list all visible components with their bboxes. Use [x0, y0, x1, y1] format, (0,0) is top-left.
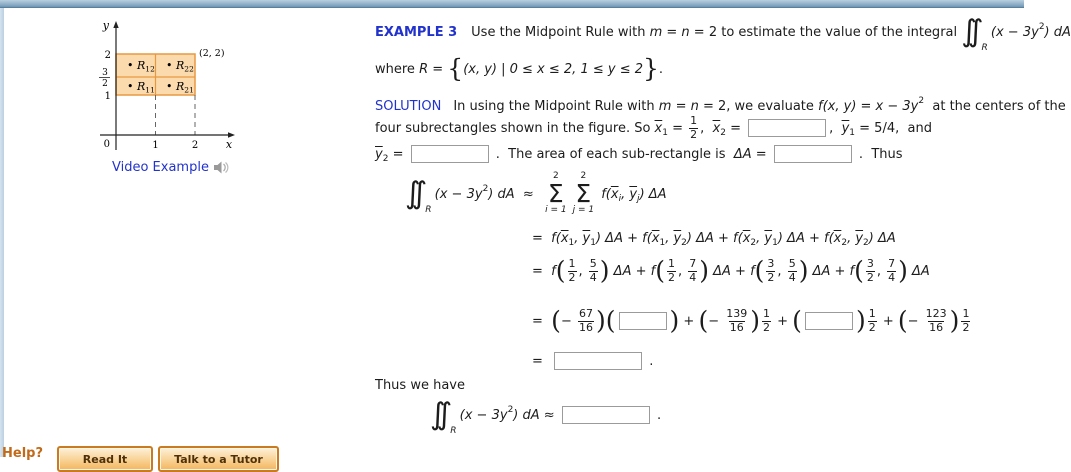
math-text: where — [375, 61, 420, 77]
mean-variable: $\overline{y}_j$ — [629, 186, 640, 204]
mean-variable: $\overline{x}_1$ — [560, 230, 575, 248]
math-text: , — [756, 230, 765, 246]
video-example-link[interactable] — [112, 160, 230, 175]
y-tick-1: 1 — [104, 91, 111, 102]
mean-variable: $\overline{x}_2$ — [742, 230, 757, 248]
math-line-fractions — [375, 252, 930, 290]
math-text: = — [532, 230, 552, 246]
math-text: m — [649, 24, 663, 40]
example-statement-line — [375, 12, 1071, 52]
math-text: , — [829, 120, 842, 136]
fraction: $\frac{67}{16}$ — [578, 306, 593, 334]
delta-a-input[interactable] — [774, 145, 852, 163]
math-text: = — [726, 120, 746, 136]
math-text: . The area of each sub-rectangle is — [491, 146, 734, 162]
math-text: = — [662, 24, 682, 40]
thus-we-have-text: Thus we have — [375, 378, 465, 393]
math-text: ) ΔA + f( — [777, 230, 834, 246]
bracket: ( — [792, 305, 802, 335]
math-text: + — [773, 313, 793, 329]
summation-symbol: 2 Σ i = 1 — [545, 171, 567, 215]
video-example-label: Video Example — [112, 160, 209, 175]
mean-variable: $\overline{x}_1$ — [651, 230, 666, 248]
bracket: ( — [551, 305, 561, 335]
x-tick-1: 1 — [152, 140, 159, 151]
math-text: , — [847, 230, 856, 246]
fraction: $\frac{5}{4}$ — [589, 256, 597, 284]
bracket: ) — [669, 305, 680, 335]
bracket: ( — [655, 255, 665, 285]
final-answer-input[interactable] — [562, 406, 650, 424]
math-text: + — [878, 313, 898, 329]
bracket: ) — [949, 305, 960, 335]
y-axis-label: y — [102, 19, 109, 32]
math-text: ) ΔA + f( — [686, 230, 743, 246]
read-it-button[interactable] — [57, 446, 153, 472]
math-text: , — [665, 230, 674, 246]
math-text: ΔA — [907, 263, 930, 279]
top-border-bar — [0, 0, 1024, 8]
read-it-button-label: Read It — [82, 452, 128, 466]
fraction: $\frac{3}{2}$ — [866, 256, 874, 284]
bullet: • — [166, 80, 176, 93]
fraction: $\frac{1}{2}$ — [962, 306, 970, 334]
r-subscript: 21 — [184, 85, 194, 95]
talk-to-tutor-button[interactable] — [158, 446, 279, 472]
superscript: 2 — [918, 96, 925, 106]
double-integral-symbol: ∫∫ $_R$ — [430, 397, 457, 436]
math-line-total — [375, 350, 653, 372]
math-text: , — [574, 230, 583, 246]
math-text: − — [560, 313, 576, 329]
math-text: . — [652, 407, 662, 423]
solution-label: SOLUTION — [375, 98, 442, 114]
mean-variable: $\overline{x}_i$ — [610, 186, 622, 204]
superscript: 2 — [507, 405, 514, 415]
math-text: (x − 3y — [455, 407, 508, 423]
fraction: $\frac{1}{2}$ — [690, 113, 698, 141]
math-text: = — [428, 61, 448, 77]
fraction: $\frac{1}{2}$ — [868, 306, 876, 334]
math-text: , — [578, 263, 587, 279]
origin-label: 0 — [103, 139, 110, 150]
math-text: (x, y) | 0 ≤ x ≤ 2, 1 ≤ y ≤ 2 — [463, 61, 643, 77]
math-text: = — [532, 353, 552, 369]
math-text: f — [551, 263, 556, 279]
x-tick-2: 2 — [191, 140, 199, 151]
summation-symbol: 2 Σ j = 1 — [572, 171, 595, 215]
math-text: = 2, we evaluate — [698, 98, 819, 114]
corner-point-label: (2, 2) — [199, 48, 225, 59]
math-text: ) ΔA + f( — [595, 230, 652, 246]
example-label: EXAMPLE 3 — [375, 24, 458, 40]
bracket: ) — [855, 305, 866, 335]
r-letter: R — [176, 59, 185, 72]
math-text: (x − 3y — [430, 186, 483, 202]
math-text: = 2 to estimate the value of the integral — [689, 24, 962, 40]
y-tick-frac-num: 3 — [102, 68, 108, 78]
sum-total-input[interactable] — [554, 352, 642, 370]
x-axis-arrow — [228, 132, 235, 137]
math-text: ) dA — [488, 186, 515, 202]
mean-variable: $\overline{y}_1$ — [582, 230, 596, 248]
r-subscript: 11 — [145, 85, 155, 95]
math-text: = — [532, 263, 552, 279]
bullet: • — [127, 80, 137, 93]
fraction: $\frac{123}{16}$ — [925, 306, 947, 334]
math-text: R — [419, 61, 429, 77]
example-statement-math — [471, 14, 1071, 53]
math-text: ) ΔA — [868, 230, 896, 246]
double-integral-symbol: ∫∫ $_R$ — [961, 14, 988, 53]
bracket: ) — [595, 305, 606, 335]
math-text: f( — [597, 186, 611, 202]
fraction: $\frac{7}{4}$ — [689, 256, 697, 284]
talk-to-tutor-button-label: Talk to a Tutor — [174, 452, 263, 466]
math-text: . — [658, 61, 664, 77]
math-line-values — [375, 300, 972, 342]
mean-variable: $\overline{y}_1$ — [764, 230, 778, 248]
math-text: ΔA + f — [808, 263, 855, 279]
mean-variable: $\overline{x}_1$ — [654, 120, 668, 138]
figure-svg — [95, 18, 245, 168]
fraction: $\frac{139}{16}$ — [726, 306, 748, 334]
mean-variable: $\overline{x}_2$ — [712, 120, 726, 138]
superscript: 2 — [482, 184, 489, 194]
math-text: n — [681, 24, 690, 40]
left-border-strip — [0, 8, 4, 457]
double-integral-symbol: ∫∫ $_R$ — [405, 176, 432, 215]
math-text: n — [690, 98, 699, 114]
bracket: ) — [798, 255, 809, 285]
mean-variable: $\overline{y}_2$ — [673, 230, 687, 248]
math-text: ) dA — [1044, 24, 1071, 40]
speaker-icon — [214, 161, 230, 174]
math-text: m — [658, 98, 672, 114]
math-text: . — [645, 353, 654, 369]
math-text: − — [907, 313, 923, 329]
r-letter: R — [137, 59, 146, 72]
math-text: (x − 3y — [986, 24, 1039, 40]
math-text: + — [679, 313, 699, 329]
math-text: , — [621, 186, 630, 202]
math-text: In using the Midpoint Rule with — [453, 98, 659, 114]
area-blank-1[interactable] — [619, 312, 667, 330]
math-text: ΔA + f — [709, 263, 755, 279]
solution-line-3 — [375, 142, 903, 166]
bracket: ( — [754, 255, 765, 285]
math-text: Use the Midpoint Rule with — [471, 24, 650, 40]
bracket: { — [447, 53, 464, 83]
bracket: ) — [699, 255, 709, 285]
x-axis-label: x — [225, 138, 233, 151]
math-text: , — [700, 120, 713, 136]
bracket: ( — [555, 255, 566, 285]
bracket: ) — [599, 255, 610, 285]
mean-variable: $\overline{y}_2$ — [375, 146, 389, 164]
r-letter: R — [137, 80, 146, 93]
solution-line-2 — [375, 113, 932, 143]
math-text: at the centers of the — [924, 98, 1066, 114]
superscript: 2 — [1038, 22, 1045, 32]
math-line-expansion — [375, 226, 896, 250]
bracket: ) — [898, 255, 908, 285]
math-text: four subrectangles shown in the figure. So — [375, 120, 655, 136]
solution-line-1-math — [453, 96, 1066, 114]
bracket: ( — [698, 305, 709, 335]
fraction: $\frac{1}{2}$ — [667, 256, 675, 284]
math-text: , — [677, 263, 687, 279]
fraction: $\frac{7}{4}$ — [888, 256, 896, 284]
math-text: ΔA + f — [609, 263, 656, 279]
y-axis-arrow — [113, 21, 118, 28]
math-text: = 5/4, and — [855, 120, 932, 136]
math-line-sum — [375, 168, 667, 220]
mean-variable: $\overline{y}_1$ — [841, 120, 856, 138]
fraction: $\frac{1}{2}$ — [763, 306, 770, 334]
bracket: ( — [605, 305, 616, 335]
r-letter: R — [176, 80, 185, 93]
mean-variable: $\overline{x}_2$ — [833, 230, 848, 248]
math-text: = — [388, 146, 408, 162]
fraction: $\frac{1}{2}$ — [568, 256, 576, 284]
r-subscript: 12 — [145, 64, 155, 74]
fraction: $\frac{5}{4}$ — [788, 256, 796, 284]
math-text: = — [532, 313, 552, 329]
help-label: Help? — [2, 446, 43, 461]
math-text: ≈ — [539, 407, 559, 423]
math-text: = — [751, 146, 771, 162]
bullet: • — [127, 59, 137, 72]
math-text: . Thus — [854, 146, 903, 162]
math-text: = — [667, 120, 688, 136]
bracket: } — [643, 53, 659, 83]
math-text: f(x, y) = x − 3y — [818, 98, 919, 114]
fraction: $\frac{3}{2}$ — [767, 256, 775, 284]
math-line-final — [375, 392, 661, 438]
math-text: ≈ — [514, 186, 543, 202]
math-text: ΔA — [733, 146, 752, 162]
mean-variable: $\overline{y}_2$ — [855, 230, 869, 248]
midpoint-rule-figure — [95, 18, 245, 168]
x2-bar-input[interactable] — [748, 119, 826, 137]
bracket: ( — [897, 305, 908, 335]
bracket: ( — [854, 255, 864, 285]
y-tick-frac-den: 2 — [102, 79, 108, 89]
math-text: ) dA — [513, 407, 540, 423]
value-blank[interactable] — [805, 312, 853, 330]
where-line — [375, 53, 663, 85]
math-text: ) ΔA — [639, 186, 667, 202]
math-text: − — [708, 313, 724, 329]
bullet: • — [166, 59, 176, 72]
bracket: ) — [750, 305, 760, 335]
r-subscript: 22 — [184, 64, 194, 74]
math-text: f( — [551, 230, 561, 246]
y2-bar-input[interactable] — [411, 145, 489, 163]
math-text: , — [876, 263, 886, 279]
math-text: = — [671, 98, 691, 114]
math-text: , — [777, 263, 786, 279]
y-tick-2: 2 — [104, 50, 111, 61]
